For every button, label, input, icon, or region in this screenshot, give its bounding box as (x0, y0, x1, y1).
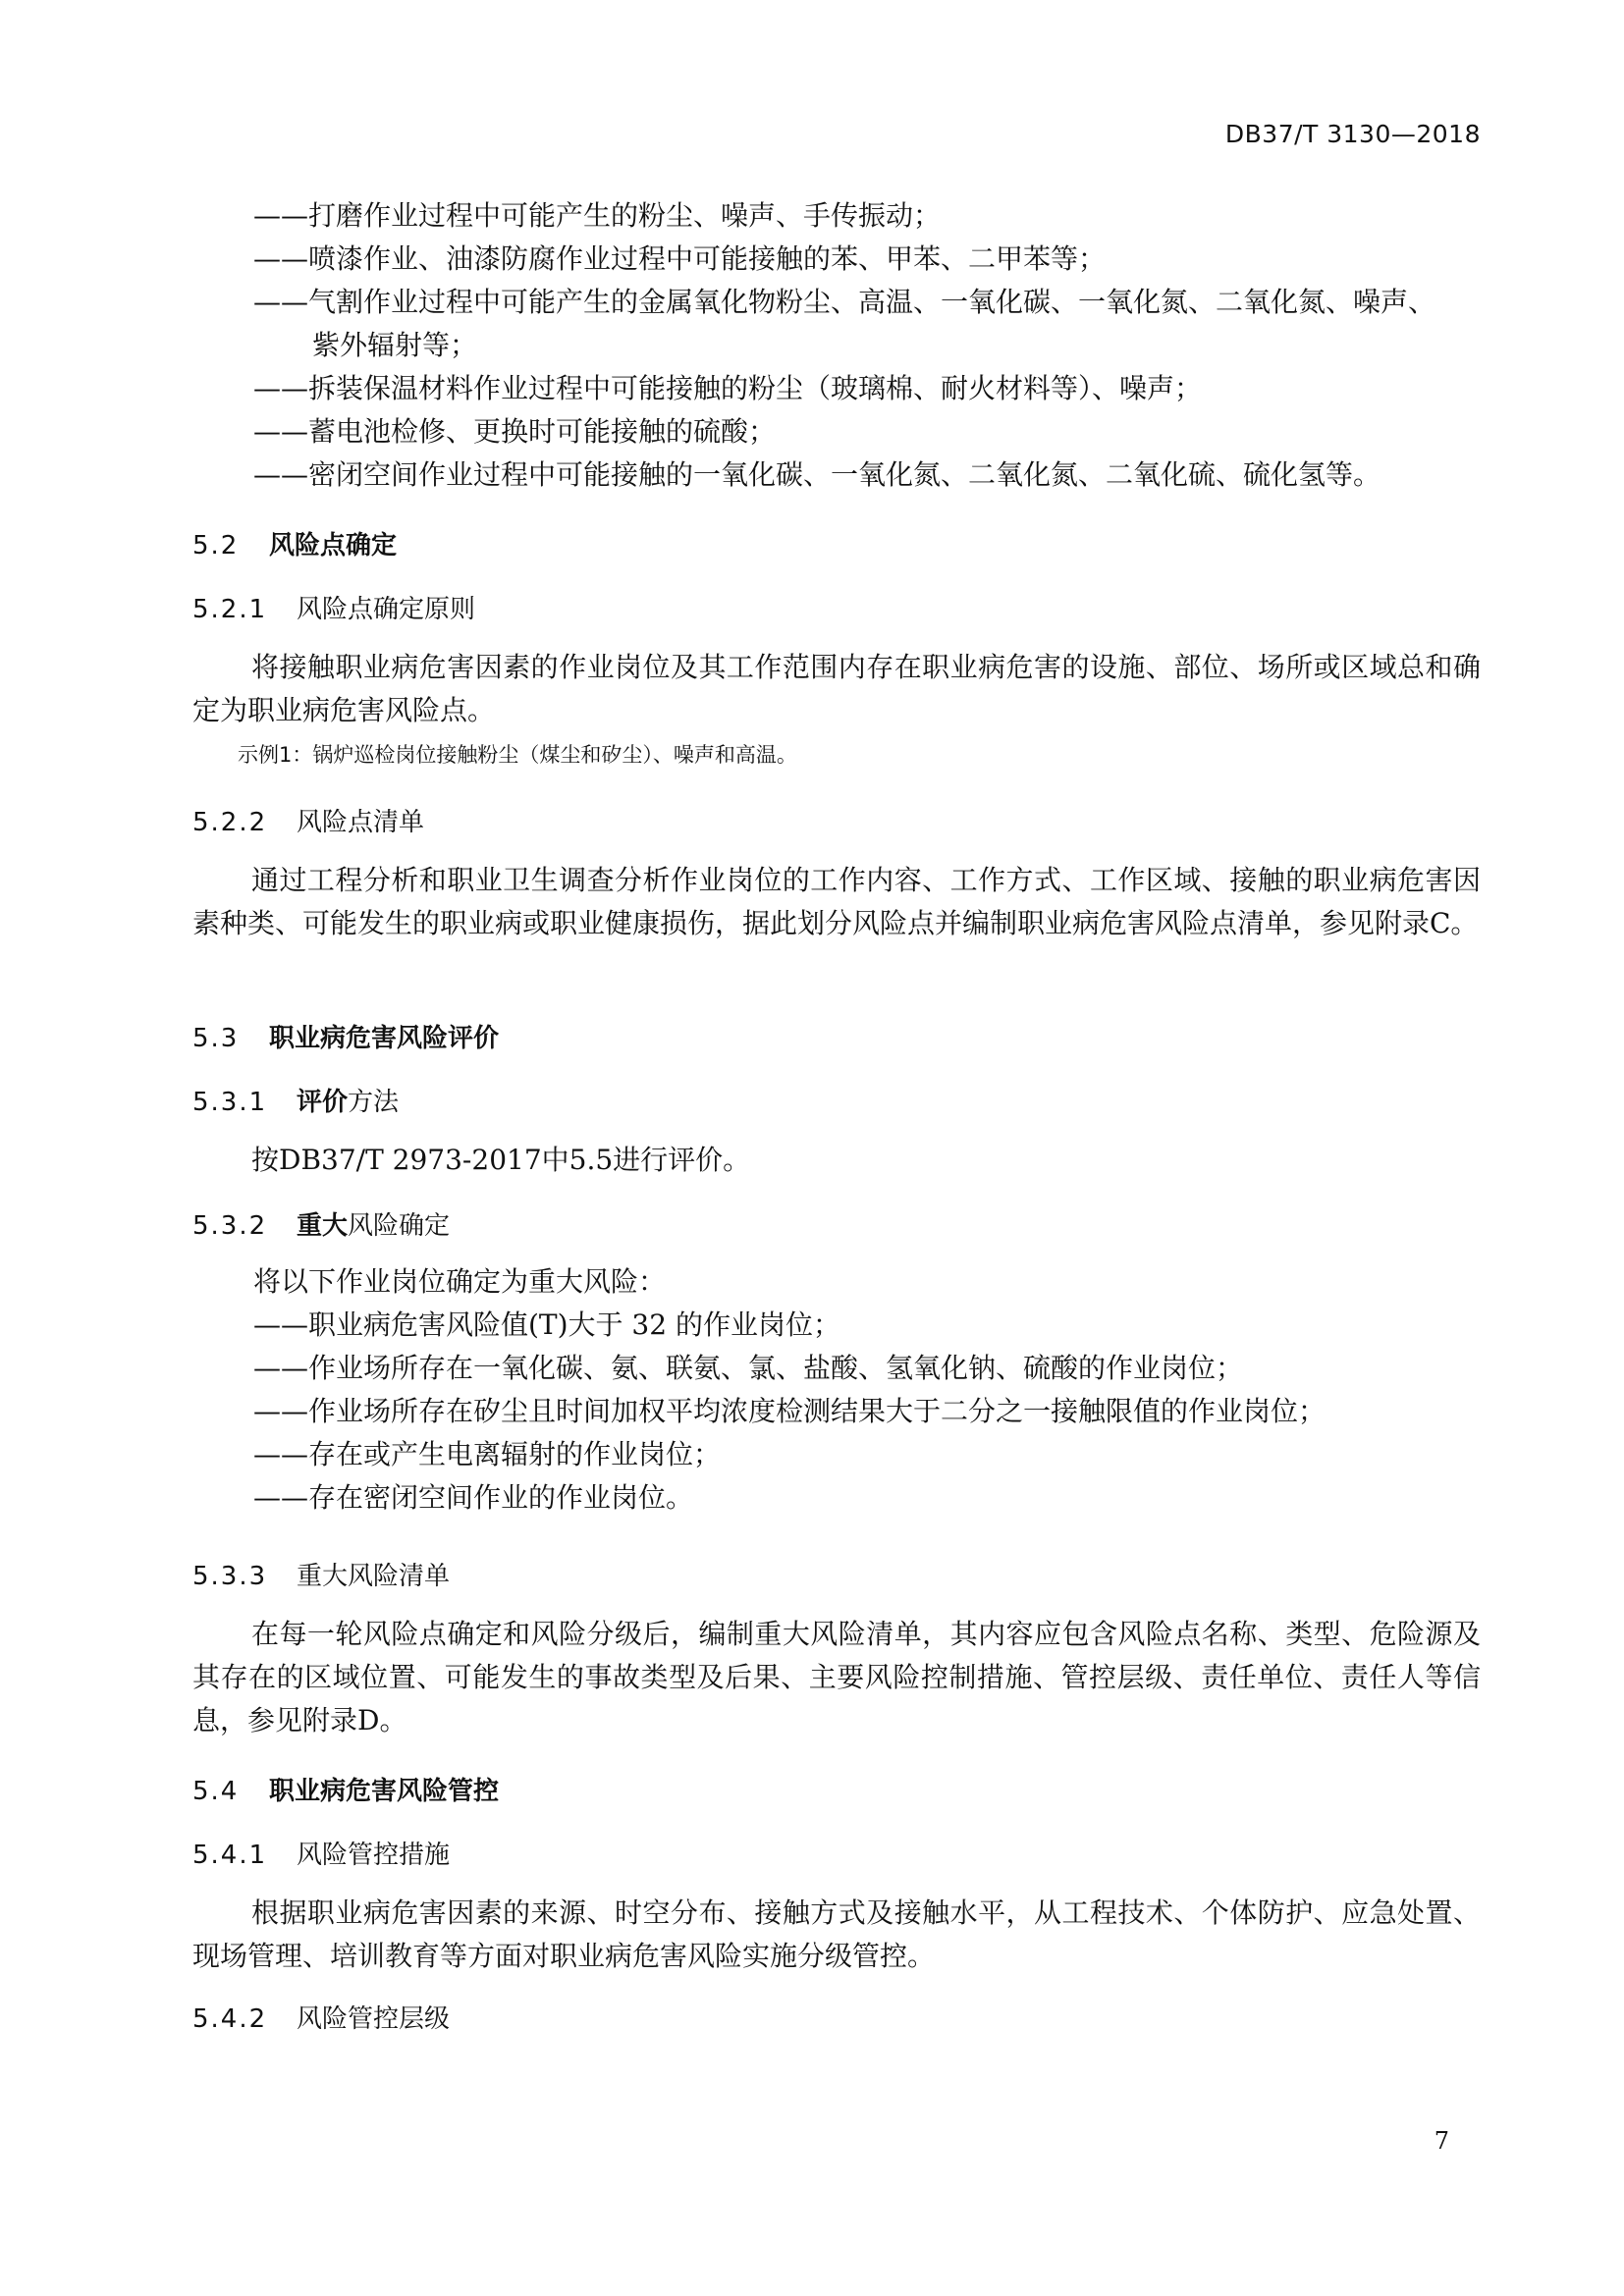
list-item: ——密闭空间作业过程中可能接触的一氧化碳、一氧化氮、二氧化氮、二氧化硫、硫化氢等。 (253, 458, 1381, 491)
subsection-heading-5-3-1: 5.3.1 评价方法 (192, 1088, 400, 1117)
subsection-heading-5-4-2: 5.4.2 风险管控层级 (192, 2004, 451, 2034)
list-item: ——拆装保温材料作业过程中可能接触的粉尘（玻璃棉、耐火材料等）、噪声； (253, 372, 1203, 404)
section-heading-5-2: 5.2 风险点确定 (192, 531, 398, 561)
document-code-header: DB37/T 3130—2018 (1224, 120, 1481, 148)
paragraph-5-2-1: 将接触职业病危害因素的作业岗位及其工作范围内存在职业病危害的设施、部位、场所或区域总和确定为职业病危害风险点。 (192, 651, 1481, 726)
list-item: ——打磨作业过程中可能产生的粉尘、噪声、手传振动； (253, 199, 942, 232)
list-item: ——喷漆作业、油漆防腐作业过程中可能接触的苯、甲苯、二甲苯等； (253, 242, 1107, 275)
subsection-heading-5-2-1: 5.2.1 风险点确定原则 (192, 595, 476, 624)
subsection-heading-5-2-2: 5.2.2 风险点清单 (192, 808, 425, 837)
example-note: 示例1：锅炉巡检岗位接触粉尘（煤尘和矽尘）、噪声和高温。 (238, 743, 797, 767)
section-heading-5-3: 5.3 职业病危害风险评价 (192, 1024, 500, 1053)
list-item: ——蓄电池检修、更换时可能接触的硫酸； (253, 415, 777, 448)
section-heading-5-4: 5.4 职业病危害风险管控 (192, 1777, 500, 1806)
paragraph-5-2-2: 通过工程分析和职业卫生调查分析作业岗位的工作内容、工作方式、工作区域、接触的职业病危害因素种类、可能发生的职业病或职业健康损伤，据此划分风险点并编制职业病危害风险点清单，参见附录C。 (192, 864, 1481, 939)
list-item: ——存在或产生电离辐射的作业岗位； (253, 1438, 722, 1470)
paragraph-5-4-1: 根据职业病危害因素的来源、时空分布、接触方式及接触水平，从工程技术、个体防护、应急处置、现场管理、培训教育等方面对职业病危害风险实施分级管控。 (192, 1896, 1481, 1972)
subsection-heading-5-3-3: 5.3.3 重大风险清单 (192, 1562, 451, 1591)
page-number: 7 (1434, 2127, 1449, 2155)
hazard-list (192, 194, 1481, 497)
list-item: ——职业病危害风险值(T)大于 32 的作业岗位； (253, 1308, 840, 1341)
major-risk-list (192, 1260, 1481, 1520)
subsection-heading-5-4-1: 5.4.1 风险管控措施 (192, 1841, 451, 1870)
paragraph-5-3-3: 在每一轮风险点确定和风险分级后，编制重大风险清单，其内容应包含风险点名称、类型、危险源及其存在的区域位置、可能发生的事故类型及后果、主要风险控制措施、管控层级、责任单位、责任人等信息，参见附录D。 (192, 1618, 1481, 1736)
list-lead: 将以下作业岗位确定为重大风险： (253, 1265, 667, 1298)
list-item: ——存在密闭空间作业的作业岗位。 (253, 1481, 694, 1514)
list-item: ——作业场所存在矽尘且时间加权平均浓度检测结果大于二分之一接触限值的作业岗位； (253, 1395, 1326, 1427)
subsection-heading-5-3-2: 5.3.2 重大风险确定 (192, 1211, 451, 1241)
list-item-continuation: 紫外辐射等； (312, 329, 478, 361)
list-item: ——作业场所存在一氧化碳、氨、联氨、氯、盐酸、氢氧化钠、硫酸的作业岗位； (253, 1352, 1244, 1384)
list-item: ——气割作业过程中可能产生的金属氧化物粉尘、高温、一氧化碳、一氧化氮、二氧化氮、噪声、 (253, 286, 1436, 318)
paragraph-5-3-1: 按DB37/T 2973-2017中5.5进行评价。 (251, 1144, 751, 1176)
